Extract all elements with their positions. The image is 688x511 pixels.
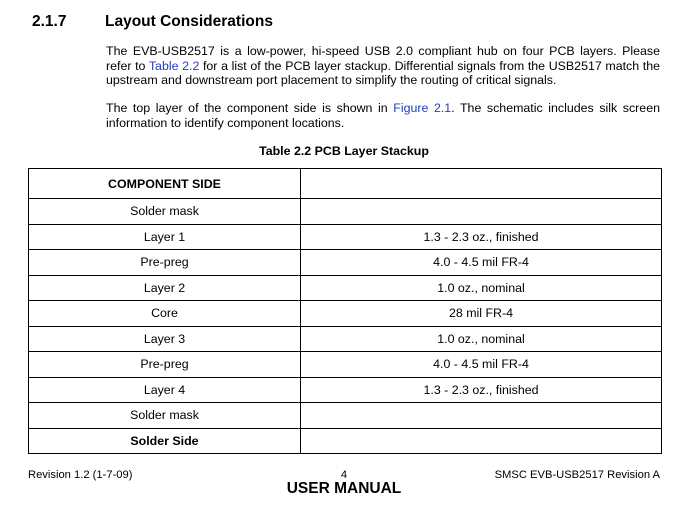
paragraph-text: The top layer of the component side is shown in [106, 101, 394, 115]
table-row [29, 199, 662, 225]
table-row [29, 250, 662, 276]
section-heading [32, 13, 273, 31]
layer-spec-cell [301, 169, 662, 199]
pcb-layer-stackup-table [28, 168, 662, 454]
paragraph-top-layer [106, 101, 660, 130]
layer-spec-cell: 1.0 oz., nominal [301, 275, 662, 301]
layer-name-cell: COMPONENT SIDE [29, 169, 301, 199]
footer-revision: Revision 1.2 (1-7-09) [28, 469, 133, 481]
layer-spec-cell: 1.3 - 2.3 oz., finished [301, 224, 662, 250]
layer-spec-cell: 4.0 - 4.5 mil FR-4 [301, 250, 662, 276]
table-row [29, 275, 662, 301]
footer-page-number: 4 [340, 469, 348, 481]
layer-name-cell: Pre-preg [29, 352, 301, 378]
table-2-2-link[interactable]: Table 2.2 [148, 58, 200, 73]
layer-spec-cell: 1.3 - 2.3 oz., finished [301, 377, 662, 403]
layer-name-cell: Solder Side [29, 428, 301, 454]
table-row [29, 352, 662, 378]
table-row [29, 428, 662, 454]
table-row [29, 169, 662, 199]
layer-name-cell: Core [29, 301, 301, 327]
paragraph-text: for a list of the PCB layer stackup. Differential signals from the USB2517 match the upstream and downstream port placement to simplify the routing of critical signals. [106, 58, 660, 87]
paragraph-stackup-intro [106, 44, 660, 88]
layer-spec-cell: 4.0 - 4.5 mil FR-4 [301, 352, 662, 378]
layer-name-cell: Solder mask [29, 403, 301, 429]
layer-name-cell: Layer 3 [29, 326, 301, 352]
layer-name-cell: Layer 1 [29, 224, 301, 250]
layer-spec-cell [301, 403, 662, 429]
table-row [29, 403, 662, 429]
table-caption: Table 2.2 PCB Layer Stackup [259, 144, 429, 158]
layer-spec-cell: 1.0 oz., nominal [301, 326, 662, 352]
paragraph-text: The EVB-USB2517 is a low-power, hi-speed USB 2.0 compliant hub on four PCB layers. Please refer to [106, 44, 660, 73]
footer-document-id: SMSC EVB-USB2517 Revision A [494, 469, 660, 481]
table-row [29, 377, 662, 403]
table-row [29, 326, 662, 352]
layer-spec-cell [301, 199, 662, 225]
layer-name-cell: Layer 2 [29, 275, 301, 301]
table-row [29, 301, 662, 327]
layer-spec-cell [301, 428, 662, 454]
figure-2-1-link[interactable]: Figure 2.1 [393, 101, 452, 115]
table-row [29, 224, 662, 250]
paragraph-text: . The schematic includes silk screen information to identify component locations. [106, 101, 660, 130]
section-title: Layout Considerations [105, 13, 273, 30]
layer-name-cell: Layer 4 [29, 377, 301, 403]
layer-name-cell: Solder mask [29, 199, 301, 225]
section-number: 2.1.7 [32, 13, 67, 30]
footer-manual-title: USER MANUAL [286, 480, 402, 497]
layer-spec-cell: 28 mil FR-4 [301, 301, 662, 327]
layer-name-cell: Pre-preg [29, 250, 301, 276]
